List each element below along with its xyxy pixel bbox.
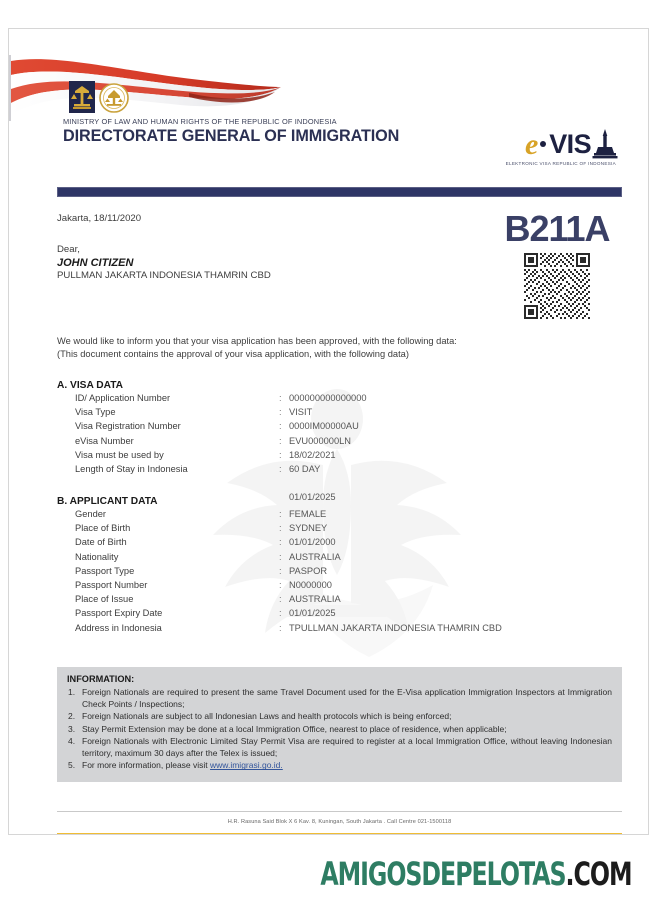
field-label: Length of Stay in Indonesia: [75, 463, 188, 474]
field-label: Date of Birth: [75, 537, 127, 548]
ministry-titles: [63, 117, 399, 146]
field-colon: :: [279, 435, 282, 446]
field-label: Visa must be used by: [75, 449, 164, 460]
field-value: PASPOR: [289, 565, 328, 576]
footer-gold-bar: [57, 833, 622, 835]
field-label: Place of Issue: [75, 594, 134, 605]
city-date: Jakarta, 18/11/2020: [57, 213, 142, 224]
field-value: VISIT: [289, 407, 313, 418]
field-colon: :: [279, 449, 282, 460]
field-label: Passport Expiry Date: [75, 608, 163, 619]
evisa-logo-dot-icon: [540, 141, 546, 147]
information-item-number: 2.: [68, 711, 76, 722]
kemenkumham-emblem-icon: [69, 81, 95, 113]
brand-tld: .COM: [565, 855, 631, 893]
field-row: [57, 509, 622, 523]
brand-watermark: [319, 855, 631, 893]
recipient-name: JOHN CITIZEN: [57, 257, 134, 269]
field-label: Passport Type: [75, 565, 135, 576]
field-row: [57, 393, 622, 407]
immigration-seal-emblem-icon: [99, 83, 129, 113]
field-row: [57, 608, 622, 622]
field-colon: :: [279, 421, 282, 432]
emblem-group: [69, 81, 129, 113]
field-value: 000000000000000: [289, 392, 367, 403]
evisa-logo-e: e: [524, 127, 539, 161]
information-box: [57, 667, 622, 782]
visa-data-fields: [57, 393, 622, 478]
evisa-logo-vis: VIS: [549, 128, 591, 159]
field-row: [57, 523, 622, 537]
field-value: 0000IM00000AU: [289, 421, 359, 432]
field-row: [57, 436, 622, 450]
field-value: N0000000: [289, 580, 332, 590]
field-value: SYDNEY: [289, 523, 328, 534]
field-value: TPULLMAN JAKARTA INDONESIA THAMRIN CBD: [289, 622, 502, 633]
brand-name: AMIGOSDEPELOTAS: [319, 855, 566, 893]
visa-code-block: [492, 208, 622, 319]
information-item-text: For more information, please visit: [82, 760, 211, 771]
field-colon: :: [279, 594, 282, 605]
applicant-data-fields: [57, 509, 622, 637]
field-colon: :: [279, 622, 282, 633]
applicant-data-heading-text: B. APPLICANT DATA: [57, 496, 158, 508]
information-title: INFORMATION:: [67, 674, 135, 684]
field-row: [57, 537, 622, 551]
field-colon: :: [279, 463, 282, 474]
header-navy-bar: [57, 187, 622, 197]
information-item-number: 1.: [68, 687, 76, 697]
field-value: 01/01/2025: [289, 608, 336, 619]
field-label: ID/ Application Number: [75, 392, 171, 403]
field-label: Nationality: [75, 551, 119, 562]
information-item-text: Foreign Nationals are subject to all Indonesian Laws and health protocols which is being enforced;: [82, 711, 452, 722]
field-colon: :: [279, 407, 282, 418]
field-value: AUSTRALIA: [289, 551, 341, 562]
field-value: 60 DAY: [289, 463, 321, 474]
field-colon: :: [279, 537, 282, 548]
dear-label: Dear,: [57, 244, 80, 255]
document-header: [57, 81, 622, 167]
footer-divider: [57, 811, 622, 812]
qr-code-icon: [524, 253, 590, 319]
field-row: [57, 566, 622, 580]
field-label: Visa Type: [75, 407, 116, 418]
field-value: AUSTRALIA: [289, 594, 341, 605]
field-value: FEMALE: [289, 509, 327, 520]
field-row: [57, 464, 622, 478]
visa-code: B211A: [504, 208, 610, 249]
ministry-line: MINISTRY OF LAW AND HUMAN RIGHTS OF THE REPUBLIC OF INDONESIA: [63, 117, 337, 126]
field-row: [57, 594, 622, 608]
information-item: [67, 736, 612, 760]
field-label: Passport Number: [75, 580, 148, 590]
field-colon: :: [279, 523, 282, 534]
field-label: Address in Indonesia: [75, 622, 162, 633]
intro-line-1: We would like to inform you that your visa application has been approved, with the following data:: [57, 336, 457, 346]
information-item: [67, 711, 612, 723]
information-item-text: Foreign Nationals with Electronic Limited Stay Permit Visa are required to register at a local Immigration Office, without leaving Indonesian territory, maximum 30 days after the Telex is issued;: [82, 736, 612, 758]
visa-data-section-heading: [57, 375, 622, 393]
field-colon: :: [279, 608, 282, 619]
field-colon: :: [279, 580, 282, 590]
applicant-data-heading-value: 01/01/2025: [289, 492, 336, 503]
information-item: [67, 760, 612, 772]
field-value: 18/02/2021: [289, 449, 336, 460]
field-colon: :: [279, 565, 282, 576]
field-colon: :: [279, 551, 282, 562]
field-value: 01/01/2000: [289, 537, 336, 548]
field-label: Gender: [75, 509, 107, 520]
visa-document-page: [8, 28, 649, 835]
visa-data-heading-text: A. VISA DATA: [57, 379, 124, 391]
recipient-organization: PULLMAN JAKARTA INDONESIA THAMRIN CBD: [57, 270, 271, 281]
field-row: [57, 623, 622, 637]
information-item-text: Foreign Nationals are required to present the same Travel Document used for the E-Visa application Immigration Inspectors at Immigration Check Points / Inspections;: [82, 687, 612, 709]
field-row: [57, 407, 622, 421]
evisa-logo-subtitle: ELEKTRONIC VISA REPUBLIC OF INDONESIA: [505, 161, 616, 166]
field-colon: :: [279, 392, 282, 403]
field-label: Visa Registration Number: [75, 421, 181, 432]
intro-line-2: (This document contains the approval of your visa application, with the following data): [57, 349, 409, 360]
imigrasi-website-link[interactable]: www.imigrasi.go.id.: [210, 760, 283, 771]
evisa-logo: [468, 129, 618, 166]
field-row: [57, 421, 622, 435]
applicant-data-section-heading: [57, 491, 622, 509]
information-item-number: 5.: [68, 760, 76, 771]
information-item: [67, 687, 612, 711]
footer-address: H.R. Rasuna Said Blok X 6 Kav. 8, Kuningan, South Jakarta . Call Centre 021-1500118: [227, 819, 452, 825]
information-item: [67, 724, 612, 736]
information-item-text: Stay Permit Extension may be done at a local Immigration Office, nearest to place of residence, when applicable;: [82, 723, 507, 734]
field-label: Place of Birth: [75, 523, 131, 534]
intro-paragraph: [57, 335, 622, 362]
field-label: eVisa Number: [75, 435, 134, 446]
field-row: [57, 552, 622, 566]
field-colon: :: [279, 509, 282, 520]
monas-tower-icon: [592, 129, 618, 159]
field-row: [57, 580, 622, 594]
field-row: [57, 450, 622, 464]
field-value: EVU000000LN: [289, 435, 352, 446]
information-item-number: 4.: [68, 736, 76, 747]
directorate-line: DIRECTORATE GENERAL OF IMMIGRATION: [63, 127, 400, 145]
information-item-number: 3.: [68, 723, 76, 734]
